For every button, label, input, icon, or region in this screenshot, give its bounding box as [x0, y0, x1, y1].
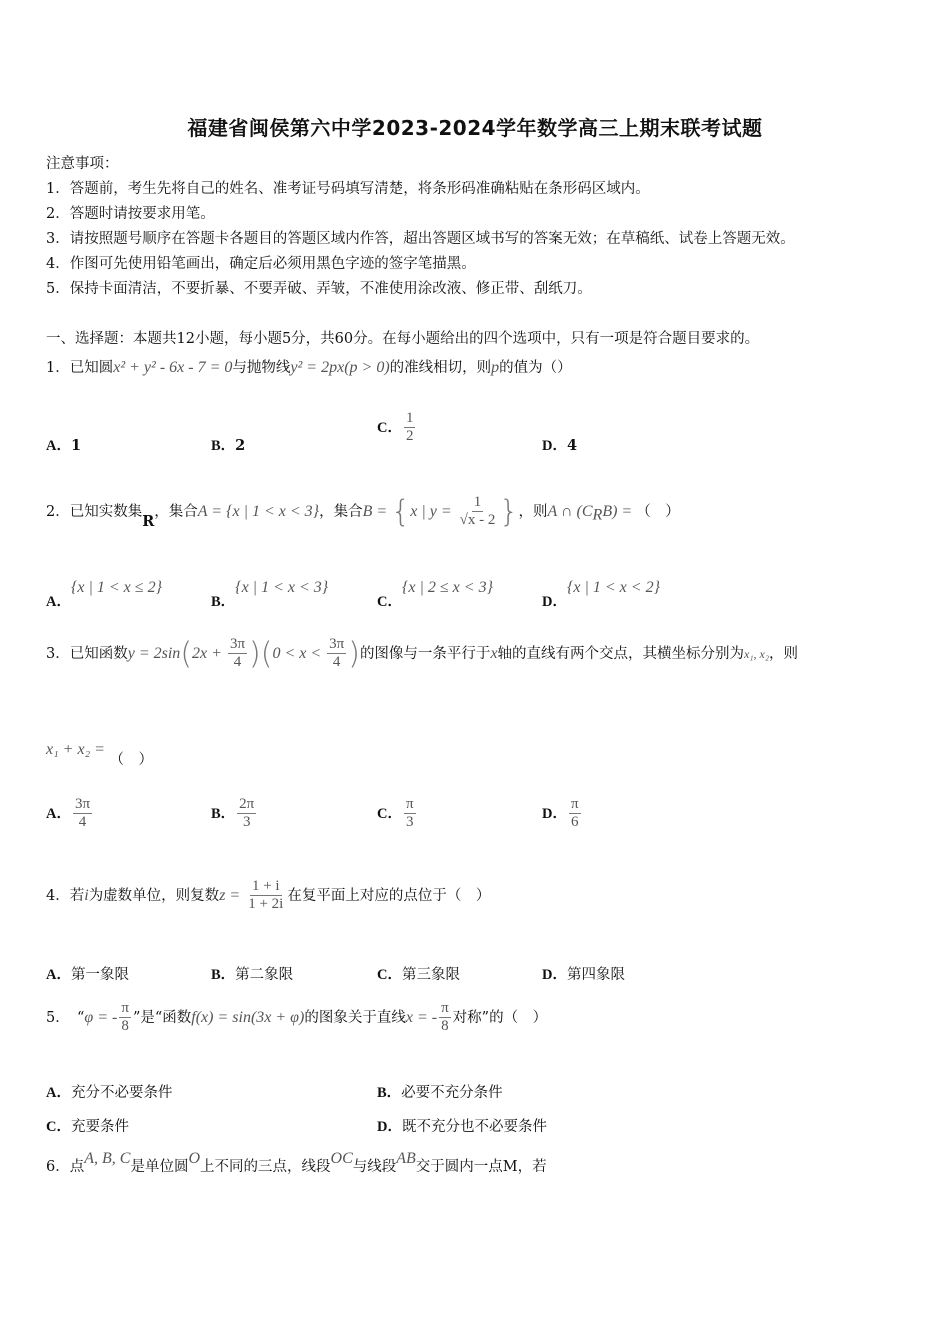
q3-option-c[interactable]: C． $\frac{\pi}{3}$	[377, 796, 414, 831]
q1-option-b[interactable]: B．2	[211, 437, 246, 454]
q1-option-d[interactable]: D．4	[542, 437, 578, 454]
q2-option-a[interactable]: A．{x | 1 < x ≤ 2}	[46, 579, 162, 610]
q4-option-c[interactable]: C．第三象限	[377, 967, 460, 983]
q5-option-a[interactable]: A．充分不必要条件	[46, 1085, 173, 1101]
notice-item: 5．保持卡面清洁，不要折暴、不要弄破、弄皱，不准使用涂改液、修正带、刮纸刀。	[46, 281, 592, 297]
notice-item: 1．答题前，考生先将自己的姓名、准考证号码填写清楚，将条形码准确粘贴在条形码区域内。	[46, 181, 650, 197]
q1-option-c[interactable]: C． $\frac{1}{2}$	[377, 410, 414, 445]
q5-option-d[interactable]: D．既不充分也不必要条件	[377, 1119, 547, 1135]
q4-option-d[interactable]: D．第四象限	[542, 967, 625, 983]
question-3-cont: x₁ + x₂ = （ ）	[46, 741, 154, 768]
q4-option-a[interactable]: A．第一象限	[46, 967, 129, 983]
question-1: 1．已知圆x² + y² - 6x - 7 = 0与抛物线y² = 2px(p > 0)的准线相切，则p的值为（）	[46, 359, 572, 376]
notice-item: 2．答题时请按要求用笔。	[46, 206, 215, 222]
notice-item: 3．请按照题号顺序在答题卡各题目的答题区域内作答，超出答题区域书写的答案无效；在草稿纸、试卷上答题无效。	[46, 231, 795, 247]
q1-option-a[interactable]: A．1	[46, 437, 82, 454]
notice-item: 4．作图可先使用铅笔画出，确定后必须用黑色字迹的签字笔描黑。	[46, 256, 476, 272]
q2-option-b[interactable]: B．{x | 1 < x < 3}	[211, 579, 329, 610]
q4-option-b[interactable]: B．第二象限	[211, 967, 294, 983]
question-6: 6．点A, B, C是单位圆O上不同的三点，线段OC与线段AB交于圆内一点M，若	[46, 1150, 547, 1175]
section-heading: 一、选择题：本题共12小题，每小题5分，共60分。在每小题给出的四个选项中，只有一项是符合题目要求的。	[46, 331, 760, 347]
q3-option-a[interactable]: A． $\frac{3\pi}{4}$	[46, 796, 91, 831]
question-4: 4．若i为虚数单位，则复数z = $\frac{1 + i}{1 + 2i}$ 在复平面上对应的点位于（ ）	[46, 878, 491, 913]
q2-option-c[interactable]: C．{x | 2 ≤ x < 3}	[377, 579, 493, 610]
q5-option-c[interactable]: C．充要条件	[46, 1119, 129, 1135]
q3-option-d[interactable]: D． $\frac{\pi}{6}$	[542, 796, 579, 831]
q2-option-d[interactable]: D．{x | 1 < x < 2}	[542, 579, 660, 610]
question-2: 2．已知实数集R，集合A = {x | 1 < x < 3}，集合B = {x | y = $\frac{1}{√x - 2}$ }，则A ∩ $(C_RB)$ = （ ）	[46, 494, 680, 530]
question-3: 3．已知函数y = 2sin(2x + $\frac{3\pi}{4}$ )(0 < x < $\frac{3\pi}{4}$ )的图像与一条平行于x轴的直线有两个交点，其横坐标分别为x₁, x₂，则	[46, 636, 799, 672]
q3-option-b[interactable]: B． $\frac{2\pi}{3}$	[211, 796, 255, 831]
page-title: 福建省闽侯第六中学2023-2024学年数学高三上期末联考试题	[187, 116, 763, 140]
question-5: 5． “φ = - $\frac{\pi}{8}$ ”是“函数f(x) = sin(3x + φ)的图象关于直线x = - $\frac{\pi}{8}$ 对称”的（ ）	[46, 1000, 548, 1035]
q5-option-b[interactable]: B．必要不充分条件	[377, 1085, 503, 1101]
notice-heading: 注意事项：	[46, 156, 119, 172]
